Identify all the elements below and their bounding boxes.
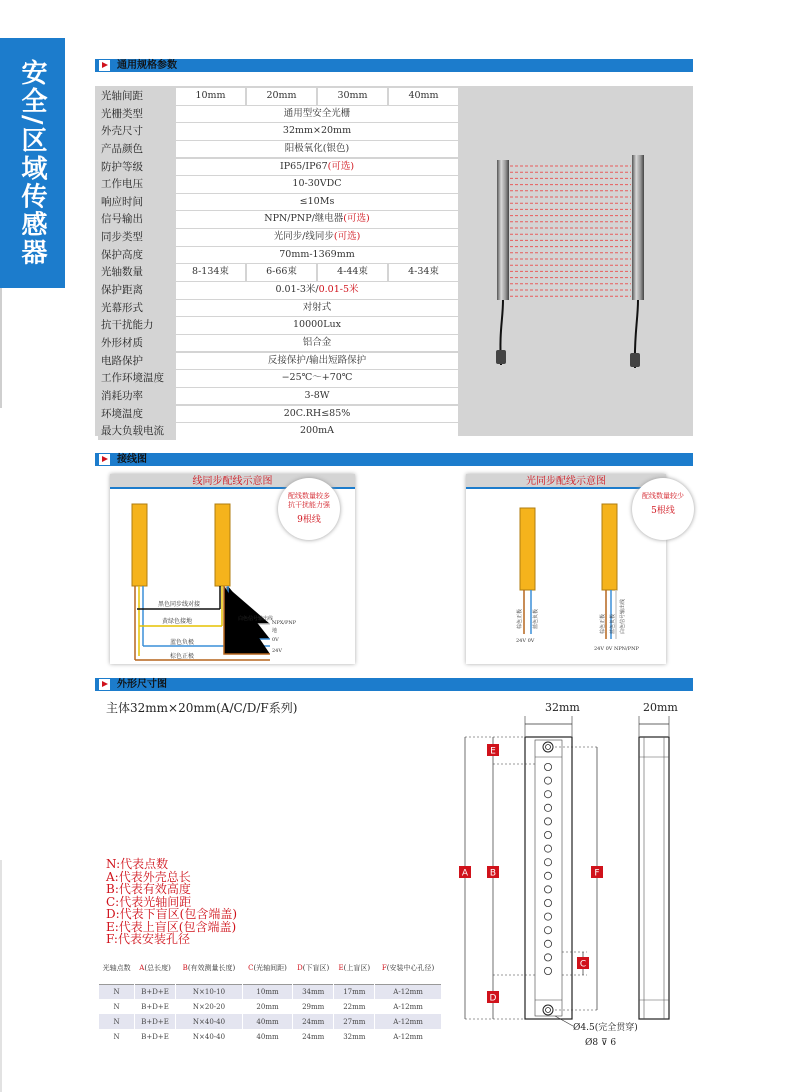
table-cell: N×40-40 [175,1029,242,1044]
legend-item: N:代表点数 [106,857,169,871]
legend-item: E:代表上盲区(包含端盖) [106,919,237,934]
spec-value [389,88,458,105]
header-letter: A [139,964,145,973]
spec-row [98,335,458,352]
spec-option-text: (可选) [343,213,370,225]
spec-value [176,388,458,405]
label-npn-pnp: NPX/PNP [272,620,297,626]
table-cell: N×40-40 [175,1014,242,1029]
label-brown-positive: 棕色正极 [170,653,195,660]
spec-row [98,141,458,158]
table-cell: B+D+E [135,984,176,999]
play-arrow-icon [99,679,110,690]
dimension-letter: B [489,868,497,879]
table-cell: N [99,984,135,999]
spec-row [98,88,458,105]
spec-value [176,264,245,281]
spec-label: 外壳尺寸 [98,123,176,140]
spec-label: 保护距离 [98,282,176,299]
table-cell: N [99,999,135,1014]
spec-value-text: 光同步/线同步 [273,231,334,243]
section-title: 外形尺寸图 [117,679,167,690]
sensor-side-outline [639,737,669,1019]
table-cell: 24mm [292,1014,333,1029]
connector-icon [630,353,640,367]
spec-row [98,123,458,140]
label-black-sync: 黑色同步线对接 [158,601,201,608]
spec-value-text: 4-44束 [337,266,368,278]
spec-row [98,176,458,193]
table-row [99,999,442,1014]
sensor-front-outline [525,737,572,1019]
spec-value [389,264,458,281]
depth-label: 20mm [643,701,678,714]
section-title: 通用规格参数 [117,60,177,71]
dimension-table-header [175,953,242,984]
legend-item: A:代表外壳总长 [106,869,191,884]
spec-label: 防护等级 [98,159,176,176]
table-cell: B+D+E [135,999,176,1014]
spec-value-text: 6-66束 [266,266,297,278]
spec-label: 工作环境温度 [98,370,176,387]
badge-count: 9根线 [297,515,321,525]
spec-value [176,317,458,334]
spec-value [176,141,458,158]
table-cell: N [99,1014,135,1029]
spec-label: 响应时间 [98,194,176,211]
spec-option-text: (可选) [333,231,361,243]
header-text: (光轴间距) [253,964,287,973]
spec-row [98,388,458,405]
label-yellow-green: 黄绿色接地 [162,618,193,625]
spec-value-text: 200mA [299,425,334,437]
table-cell: 34mm [292,984,333,999]
spec-row [98,264,458,281]
receiver-bar [632,155,644,300]
section-header-dimension [95,678,693,691]
label-blue-negative: 蓝色负极 [170,639,195,646]
dimension-subtitle: 主体32mm×20mm(A/C/D/F系列) [106,701,298,715]
legend-item: C:代表光轴间距 [106,894,192,909]
spec-label: 光栅类型 [98,106,176,123]
header-text: (安装中心孔径) [386,964,435,973]
spec-option-text: (可选) [327,160,355,172]
spec-label: 保护高度 [98,247,176,264]
label-brown-positive: 棕色正极 [517,608,523,629]
spec-value-text: 铝合金 [302,336,332,348]
label-24v-0v-npn: 24V 0V NPN/PNP [594,646,639,652]
light-curtain-product-image [495,150,645,390]
dimension-table-header [375,953,442,984]
legend-item: F:代表安装孔径 [106,932,190,946]
label-white-signal: 白色信号输出线 [620,598,626,634]
spec-value [176,370,458,387]
dimension-table-header [334,953,375,984]
spec-value-text: 对射式 [302,301,332,313]
table-cell: 40mm [243,1014,293,1029]
wiring-right-title: 光同步配线示意图 [466,474,666,489]
spec-option-text: 0.01-5米 [318,284,359,296]
table-cell: 40mm [243,1029,293,1044]
counterbore-label: Ø8 ⊽ 6 [585,1038,617,1048]
spec-row [98,282,458,299]
table-cell: A-12mm [375,984,442,999]
spec-label: 信号输出 [98,211,176,228]
legend-item: D:代表下盲区(包含端盖) [106,907,238,921]
spec-value-text: NPN/PNP/继电器 [264,213,344,225]
spec-value [176,353,458,370]
label-24v-0v: 24V 0V [516,638,535,644]
header-letter: C [248,964,254,973]
table-cell: A-12mm [375,1014,442,1029]
spec-value [176,282,458,299]
beam-lines [510,166,631,296]
spec-value-text: 4-34束 [408,266,439,278]
spec-row [98,300,458,317]
spec-value [176,123,458,140]
table-row [99,1029,442,1044]
spec-value-text: 30mm [337,90,368,101]
spec-value [176,159,458,176]
dimension-table-header [292,953,333,984]
header-letter: D [297,964,303,973]
header-text: (下盲区) [302,964,330,973]
spec-label: 消耗功率 [98,388,176,405]
badge-text: 抗干扰能力强 [288,501,330,509]
spec-label: 产品颜色 [98,141,176,158]
table-cell: 27mm [334,1014,375,1029]
spec-value [176,423,458,440]
hole-label: Ø4.5(完全贯穿) [573,1023,638,1033]
header-text: 光轴点数 [102,964,131,973]
section-title: 接线图 [117,454,147,465]
header-text: (总长度) [144,964,171,973]
spec-value [247,264,316,281]
dimension-letter: C [579,959,587,970]
dimension-legend [106,858,237,946]
wiring-left-title: 线同步配线示意图 [110,474,355,489]
wiring-right-badge [632,478,694,540]
spec-value [318,88,387,105]
table-cell: N [99,1029,135,1044]
side-category-title: 安全/区域传感器 [17,59,47,267]
label-brown-positive: 棕色正极 [600,613,606,634]
table-cell: A-12mm [375,1029,442,1044]
table-cell: B+D+E [135,1029,176,1044]
label-ground: 地 [272,628,278,634]
spec-value [176,247,458,264]
header-text: (上盲区) [343,964,371,973]
spec-label: 外形材质 [98,335,176,352]
spec-value-text: 10000Lux [292,319,341,331]
spec-value [247,88,316,105]
side-divider [0,288,2,408]
spec-row [98,406,458,423]
spec-value-text: 0.01-3米/ [275,284,319,296]
spec-label: 光轴间距 [98,88,176,105]
spec-value-text: 40mm [408,90,439,101]
legend-item: B:代表有效高度 [106,882,191,896]
width-label: 32mm [545,701,580,714]
spec-label: 工作电压 [98,176,176,193]
spec-value [176,88,245,105]
dimension-table-header [135,953,176,984]
table-cell: 22mm [334,999,375,1014]
table-row [99,1014,442,1029]
spec-row [98,106,458,123]
table-cell: N×10-10 [175,984,242,999]
spec-label: 电路保护 [98,353,176,370]
dimension-table [99,953,442,1044]
spec-value-text: 反接保护/输出短路保护 [267,354,367,366]
table-cell: A-12mm [375,999,442,1014]
spec-value [176,194,458,211]
spec-row [98,370,458,387]
spec-value-text: −25℃～+70℃ [281,372,353,384]
table-cell: 32mm [334,1029,375,1044]
spec-label: 环境温度 [98,406,176,423]
connector-icon [496,350,506,364]
spec-value-text: 70mm-1369mm [279,248,355,260]
label-24v: 24V [272,648,282,654]
badge-text: 配线数量较多 [288,492,330,500]
label-0v: 0V [272,637,279,643]
dimension-letter: F [594,868,600,879]
dimension-letter: E [490,746,496,757]
table-cell: 24mm [292,1029,333,1044]
spec-value-text: 10mm [195,90,226,101]
dimension-table-header [99,953,135,984]
table-cell: 10mm [243,984,293,999]
table-cell: N×20-20 [175,999,242,1014]
header-letter: E [338,964,344,973]
table-cell: 20mm [243,999,293,1014]
spec-value [318,264,387,281]
table-cell: B+D+E [135,1014,176,1029]
dimension-drawing [455,700,695,1050]
table-row [99,984,442,999]
spec-value [176,176,458,193]
dimension-table-header [243,953,293,984]
section-header-wiring [95,453,693,466]
spec-label: 同步类型 [98,229,176,246]
dimension-letter: D [489,993,497,1004]
spec-label: 抗干扰能力 [98,317,176,334]
play-arrow-icon [99,454,110,465]
spec-value-text: 20mm [266,90,297,101]
spec-label: 光轴数量 [98,264,176,281]
spec-row [98,423,458,440]
spec-row [98,194,458,211]
spec-value-text: 20C.RH≤85% [283,407,351,419]
play-arrow-icon [99,60,110,71]
side-divider-lower [0,860,2,1092]
spec-row [98,229,458,246]
spec-label: 最大负载电流 [98,423,176,440]
spec-value-text: 32mm×20mm [282,125,352,137]
badge-count: 5根线 [651,506,675,516]
spec-value [176,300,458,317]
table-cell: 17mm [334,984,375,999]
header-text: (有效测量长度) [187,964,236,973]
spec-value-text: 通用型安全光栅 [283,107,351,119]
spec-value-text: IP65/IP67 [279,160,328,172]
spec-label: 光幕形式 [98,300,176,317]
spec-value-text: 3-8W [304,389,330,401]
spec-row [98,159,458,176]
spec-value-text: 8-134束 [192,266,229,278]
spec-value [176,406,458,423]
header-letter: B [182,964,188,973]
spec-row [98,353,458,370]
badge-text: 配线数量较少 [642,492,684,500]
spec-table [98,88,458,441]
spec-value [176,335,458,352]
spec-value-text: 阳极氧化(银色) [284,142,350,154]
table-cell: 29mm [292,999,333,1014]
spec-value [176,106,458,123]
label-blue-negative: 蓝色负极 [533,608,539,629]
dimension-letter: A [461,868,469,879]
spec-value-text: ≤10Ms [299,195,335,207]
label-white-signal: 白色信号输出线 [238,616,274,622]
spec-row [98,247,458,264]
wiring-left-badge [278,478,340,540]
spec-value-text: 10-30VDC [292,178,342,190]
emitter-bar [497,160,509,300]
side-category-tab [0,38,65,288]
label-blue-negative: 蓝色负极 [610,613,616,634]
spec-row [98,211,458,228]
spec-value [176,229,458,246]
section-header-spec [95,59,693,72]
spec-value [176,211,458,228]
header-letter: F [381,964,387,973]
spec-row [98,317,458,334]
